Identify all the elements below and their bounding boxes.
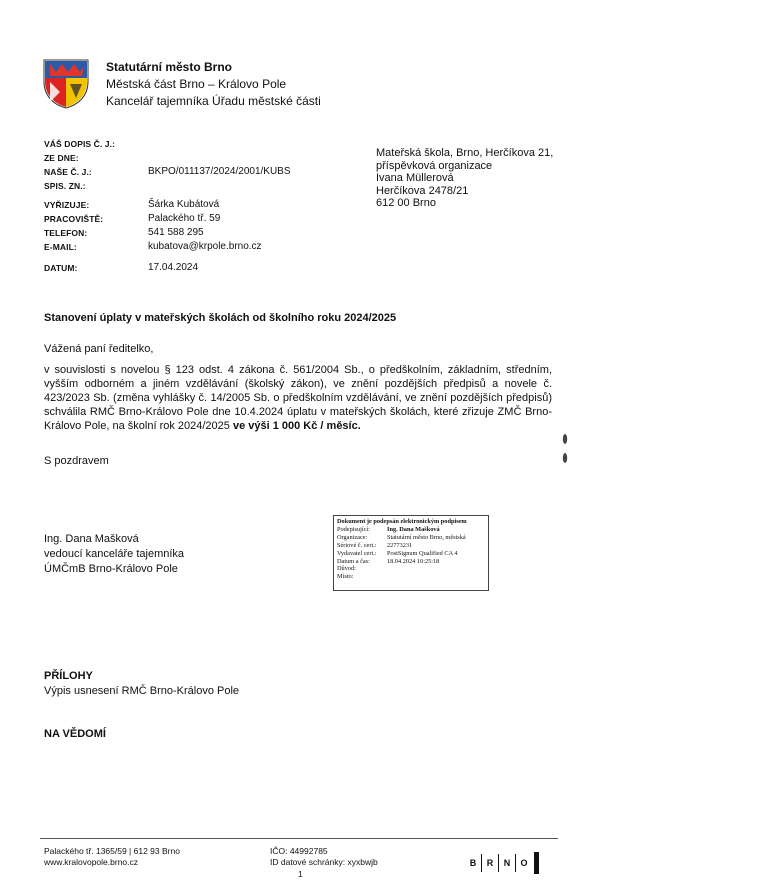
recipient-line: Mateřská škola, Brno, Herčíkova 21,: [376, 147, 554, 159]
electronic-signature-stamp: [333, 515, 489, 591]
stamp-row-label: Sériové č. cert.:: [337, 541, 377, 549]
stamp-row: [337, 534, 485, 542]
date-of-letter-label: ZE DNE:: [44, 153, 79, 163]
signatory-office: ÚMČmB Brno-Královo Pole: [44, 563, 178, 575]
file-ref-label: SPIS. ZN.:: [44, 181, 86, 191]
workplace-value: Palackého tř. 59: [148, 213, 221, 224]
email-value: kubatova@krpole.brno.cz: [148, 241, 262, 252]
brno-logo: [465, 852, 539, 874]
letter-body-text: v souvislosti s novelou § 123 odst. 4 zákona č. 561/2004 Sb., o předškolním, základním, středním, vyšším odborném a jiném vzdělávání (školský zákon), ve znění pozdějších předpisů a novele č. 423/2023 Sb. (změna vyhlášky č. 14/2005 Sb. o předškolním vzdělávání, ve znění pozdějších předpisů) schválila RMČ Brno-Královo Pole dne 10.4.2024 úplatu v mateřských školách, které zřizuje ZMČ Brno-Královo Pole, na školní rok 2024/2025: [44, 364, 552, 432]
logo-bar: [534, 852, 539, 874]
stamp-row: [337, 550, 485, 558]
footer-divider: [40, 838, 558, 839]
letter-body: [44, 363, 552, 433]
stamp-heading: Dokument je podepsán elektronickým podpisem: [337, 518, 467, 525]
letter-subject: Stanovení úplaty v mateřských školách od školního roku 2024/2025: [44, 312, 397, 324]
page-number: 1: [298, 869, 303, 879]
for-information-heading: NA VĚDOMÍ: [44, 728, 106, 740]
phone-label: TELEFON:: [44, 228, 88, 238]
recipient-line: 612 00 Brno: [376, 197, 436, 209]
stamp-row-label: Vydavatel cert.:: [337, 549, 377, 557]
stamp-row-value: PostSignum Qualified CA 4: [387, 549, 458, 557]
recipient-line: příspěvková organizace: [376, 159, 493, 172]
phone-value: 541 588 295: [148, 227, 204, 238]
logo-letter: R: [486, 858, 494, 868]
stamp-row-label: Důvod:: [337, 565, 356, 573]
stamp-row-value: 18.04.2024 10:25:18: [387, 557, 440, 565]
attachment-item: Výpis usnesení RMČ Brno-Královo Pole: [44, 685, 240, 697]
stamp-row-label: Podepisující:: [337, 525, 370, 533]
date-label: DATUM:: [44, 263, 78, 273]
org-name: Statutární město Brno: [106, 60, 233, 74]
stamp-row: [337, 565, 485, 573]
stamp-row-label: Organizace:: [337, 533, 368, 541]
coat-of-arms-icon: [42, 58, 90, 110]
our-ref-label: NAŠE Č. J.:: [44, 167, 92, 177]
workplace-label: PRACOVIŠTĚ:: [44, 214, 104, 224]
stamp-row: [337, 573, 485, 581]
recipient-line: Herčíkova 2478/21: [376, 184, 469, 197]
your-letter-ref-label: VÁŠ DOPIS Č. J.:: [44, 139, 116, 149]
stamp-row-value: 22773231: [387, 541, 413, 549]
handled-by-value: Šárka Kubátová: [148, 199, 220, 210]
letter-closing: S pozdravem: [44, 455, 109, 467]
footer-ico: IČO: 44992785: [270, 846, 328, 856]
logo-letter: O: [520, 858, 528, 868]
stamp-row-label: Datum a čas:: [337, 557, 370, 565]
attachments-heading: PŘÍLOHY: [44, 670, 93, 682]
letter-greeting: Vážená paní ředitelko,: [44, 343, 154, 355]
logo-letter: B: [469, 858, 477, 868]
letter-body-amount: ve výši 1 000 Kč / měsíc.: [232, 420, 361, 432]
stamp-row-label: Místo:: [337, 573, 354, 581]
email-label: E-MAIL:: [44, 242, 77, 252]
recipient-address: [376, 147, 553, 210]
date-value: 17.04.2024: [148, 262, 199, 273]
logo-letter: N: [503, 858, 511, 868]
footer-web-link[interactable]: www.kralovopole.brno.cz: [44, 857, 139, 867]
footer-data-box: ID datové schránky: xyxbwjb: [270, 857, 378, 867]
our-ref-value: BKPO/011137/2024/2001/KUBS: [148, 166, 291, 177]
stamp-row-value: Statutární město Brno, městská: [387, 533, 466, 541]
signatory-name: Ing. Dana Mašková: [44, 533, 139, 545]
stamp-row: [337, 526, 485, 534]
recipient-line: Ivana Müllerová: [376, 172, 454, 184]
scan-mark-icon: [561, 432, 569, 466]
handled-by-label: VYŘIZUJE:: [44, 200, 90, 210]
stamp-row: [337, 542, 485, 550]
stamp-row-value: Ing. Dana Mašková: [387, 525, 440, 533]
org-department: Kancelář tajemníka Úřadu městské části: [106, 94, 321, 108]
signatory-role: vedoucí kanceláře tajemníka: [44, 548, 185, 560]
stamp-row: [337, 558, 485, 566]
org-district: Městská část Brno – Královo Pole: [106, 77, 287, 91]
footer-address: Palackého tř. 1365/59 | 612 93 Brno: [44, 846, 180, 856]
